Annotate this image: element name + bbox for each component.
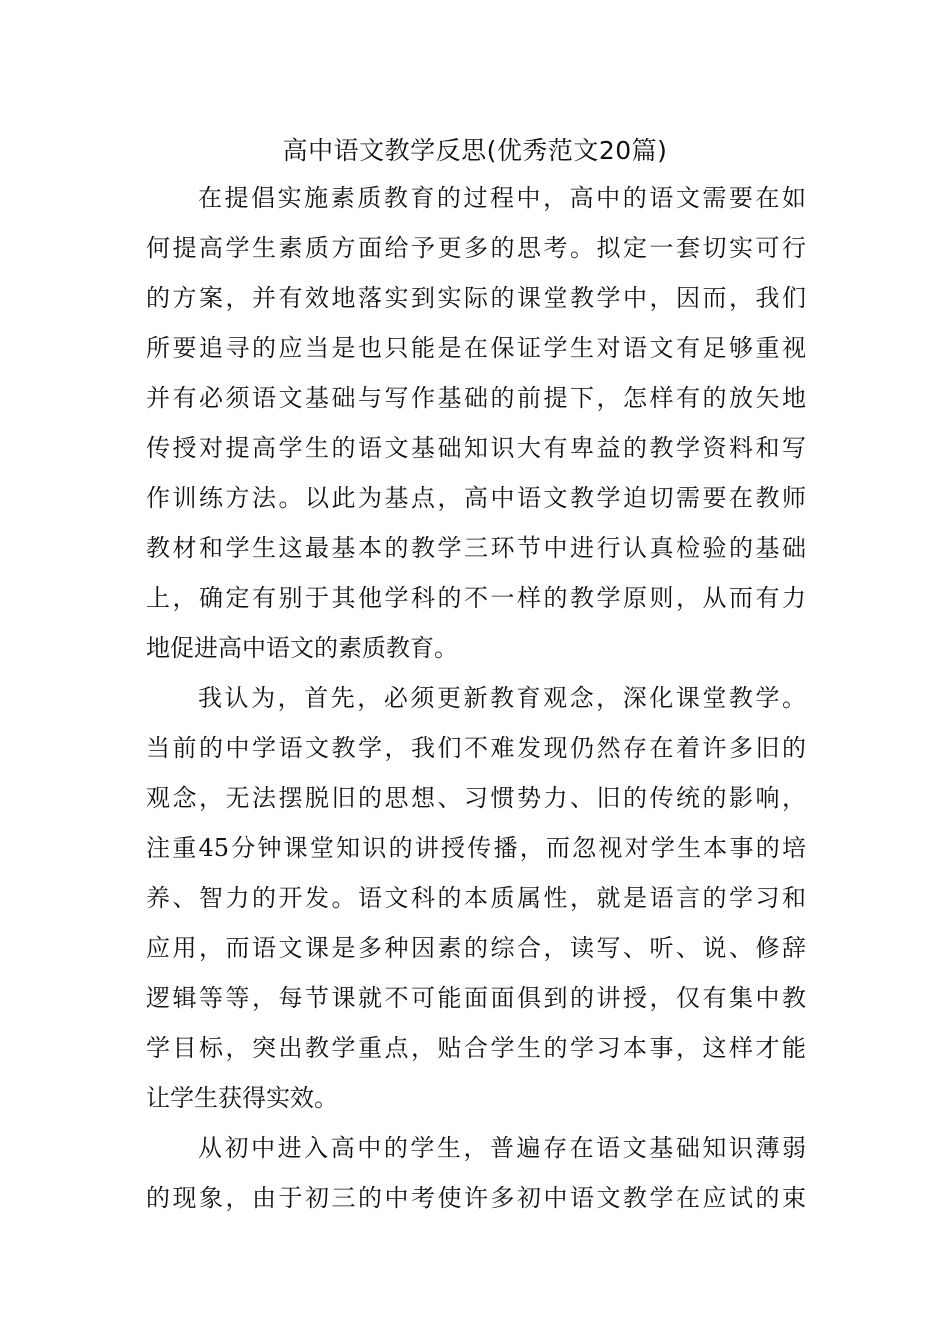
paragraph-1-line-8: 教材和学生这最基本的教学三环节中进行认真检验的基础 bbox=[146, 534, 806, 562]
paragraph-1-line-10: 地促进高中语文的素质教育。 bbox=[146, 634, 458, 662]
paragraph-3-line-2: 的现象，由于初三的中考使许多初中语文教学在应试的束 bbox=[146, 1184, 806, 1212]
paragraph-2-line-7: 逻辑等等，每节课就不可能面面俱到的讲授，仅有集中教 bbox=[146, 984, 806, 1012]
paragraph-2-line-2: 当前的中学语文教学，我们不难发现仍然存在着许多旧的 bbox=[146, 734, 806, 762]
paragraph-1-line-4: 所要追寻的应当是也只能是在保证学生对语文有足够重视 bbox=[146, 334, 806, 362]
paragraph-1-line-6: 传授对提高学生的语文基础知识大有卑益的教学资料和写 bbox=[146, 434, 806, 462]
paragraph-1-line-2: 何提高学生素质方面给予更多的思考。拟定一套切实可行 bbox=[146, 234, 806, 262]
paragraph-1-line-5: 并有必须语文基础与写作基础的前提下，怎样有的放矢地 bbox=[146, 384, 806, 412]
paragraph-2-line-9: 让学生获得实效。 bbox=[146, 1084, 338, 1112]
paragraph-3-line-1: 从初中进入高中的学生，普遍存在语文基础知识薄弱 bbox=[198, 1134, 806, 1162]
paragraph-2-line-3: 观念，无法摆脱旧的思想、习惯势力、旧的传统的影响， bbox=[146, 784, 806, 812]
paragraph-2-line-6: 应用，而语文课是多种因素的综合，读写、听、说、修辞 bbox=[146, 934, 806, 962]
paragraph-1-line-7: 作训练方法。以此为基点，高中语文教学迫切需要在教师 bbox=[146, 484, 806, 512]
paragraph-2-line-4: 注重45分钟课堂知识的讲授传播，而忽视对学生本事的培 bbox=[146, 834, 806, 862]
paragraph-2-line-1: 我认为，首先，必须更新教育观念，深化课堂教学。 bbox=[198, 684, 806, 712]
document-title: 高中语文教学反思(优秀范文20篇) bbox=[282, 136, 668, 165]
paragraph-1-line-1: 在提倡实施素质教育的过程中，高中的语文需要在如 bbox=[198, 184, 806, 212]
paragraph-2-line-5: 养、智力的开发。语文科的本质属性，就是语言的学习和 bbox=[146, 884, 806, 912]
paragraph-1-line-3: 的方案，并有效地落实到实际的课堂教学中，因而，我们 bbox=[146, 284, 806, 312]
paragraph-1-line-9: 上，确定有别于其他学科的不一样的教学原则，从而有力 bbox=[146, 584, 806, 612]
paragraph-2-line-8: 学目标，突出教学重点，贴合学生的学习本事，这样才能 bbox=[146, 1034, 806, 1062]
